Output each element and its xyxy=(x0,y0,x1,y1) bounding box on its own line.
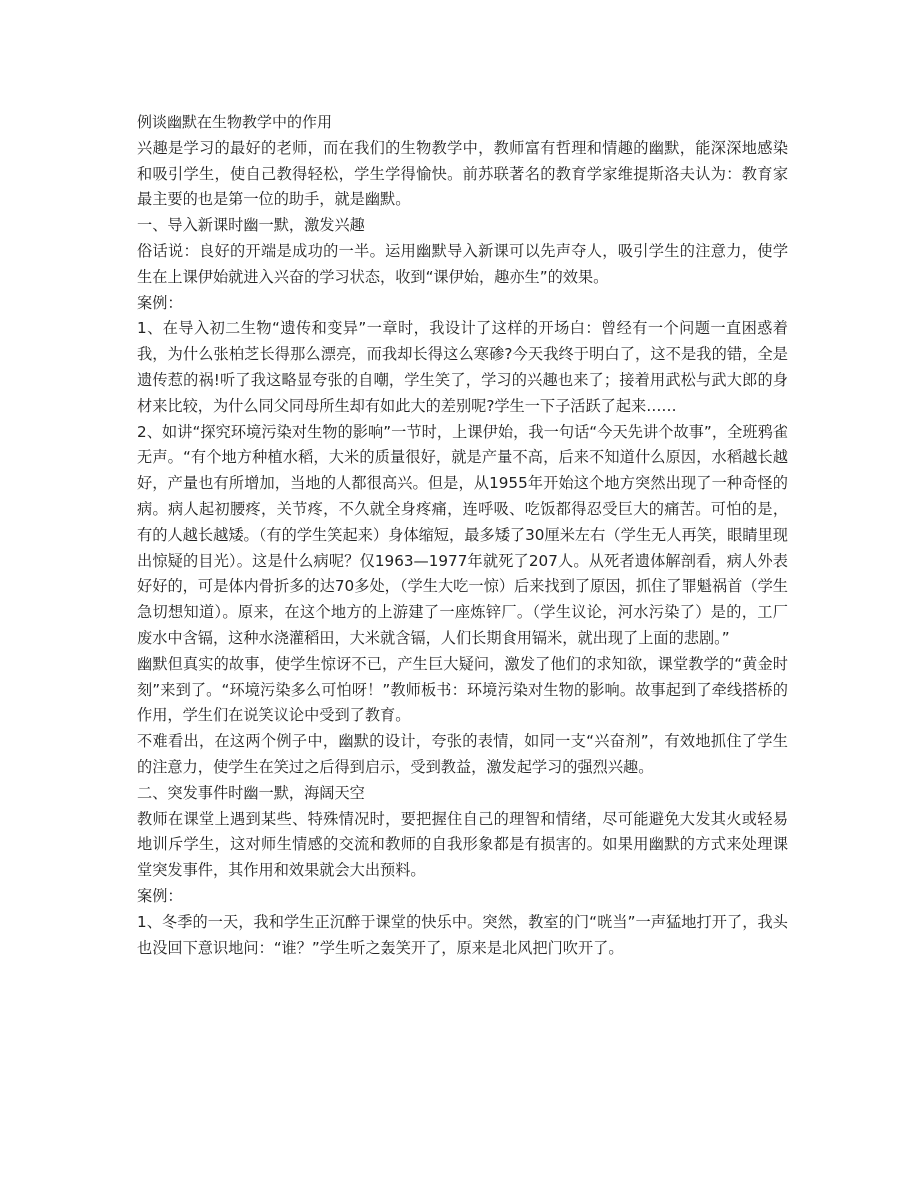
paragraph-summary: 不难看出，在这两个例子中，幽默的设计，夸张的表情，如同一支“兴奋剂”，有效地抓住了学生的注意力，使学生在笑过之后得到启示，受到教益，激发起学习的强烈兴趣。 xyxy=(137,732,788,776)
case-2-pollution-story: 2、如讲“探究环境污染对生物的影响”一节时，上课伊始，我一句话“今天先讲个故事”，全班鸦雀无声。“有个地方种植水稻，大米的质量很好，就是产量不高，后来不知道什么原因，水稻越长越好，产量也有所增加，当地的人都很高兴。但是，从1955年开始这个地方突然出现了一种奇怪的病。病人起初腰疼，关节疼，不久就全身疼痛，连呼吸、吃饭都得忍受巨大的痛苦。可怕的是，有的人越长越矮。（有的学生笑起来）身体缩短，最多矮了30厘米左右（学生无人再笑，眼睛里现出惊疑的目光）。这是什么病呢？仅1963—1977年就死了207人。从死者遗体解剖看，病人外表好好的，可是体内骨折多的达70多处，（学生大吃一惊）后来找到了原因，抓住了罪魁祸首（学生急切想知道）。原来，在这个地方的上游建了一座炼锌厂。（学生议论，河水污染了）是的，工厂废水中含镉，这种水浇灌稻田，大米就含镉，人们长期食用镉米，就出现了上面的悲剧。” xyxy=(137,422,788,647)
case-label-2: 案例： xyxy=(137,886,183,905)
document-body xyxy=(137,110,788,961)
document-title: 例谈幽默在生物教学中的作用 xyxy=(137,113,333,131)
paragraph-story-effect: 幽默但真实的故事，使学生惊讶不已，产生巨大疑问，激发了他们的求知欲，课堂教学的“黄金时刻”来到了。“环境污染多么可怕呀！”教师板书：环境污染对生物的影响。故事起到了牵线搭桥的作用，学生们在说笑议论中受到了教育。 xyxy=(137,654,788,725)
case-1-genetics: 1、在导入初二生物“遗传和变异”一章时，我设计了这样的开场白：曾经有一个问题一直困惑着我，为什么张柏芝长得那么漂亮，而我却长得这么寒碜?今天我终于明白了，这不是我的错，全是遗传惹的祸!听了我这略显夸张的自嘲，学生笑了，学习的兴趣也来了；接着用武松与武大郎的身材来比较，为什么同父同母所生却有如此大的差别呢?学生一下子活跃了起来…… xyxy=(137,319,788,415)
paragraph-intro: 兴趣是学习的最好的老师，而在我们的生物教学中，教师富有哲理和情趣的幽默，能深深地感染和吸引学生，使自己教得轻松，学生学得愉快。前苏联著名的教育学家维提斯洛夫认为：教育家最主要的也是第一位的助手，就是幽默。 xyxy=(137,138,788,209)
section-heading-2: 二、突发事件时幽一默，海阔天空 xyxy=(137,783,365,802)
case-winter-door: 1、冬季的一天，我和学生正沉醉于课堂的快乐中。突然，教室的门“咣当”一声猛地打开了，我头也没回下意识地问：“谁？”学生听之轰笑开了，原来是北风把门吹开了。 xyxy=(137,912,788,957)
case-label-1: 案例： xyxy=(137,293,183,312)
paragraph-emergencies: 教师在课堂上遇到某些、特殊情况时，要把握住自己的理智和情绪，尽可能避免大发其火或轻易地训斥学生，这对师生情感的交流和教师的自我形象都是有损害的。如果用幽默的方式来处理课堂突发事件，其作用和效果就会大出预料。 xyxy=(137,809,788,880)
paragraph-proverb: 俗话说：良好的开端是成功的一半。运用幽默导入新课可以先声夺人，吸引学生的注意力，使学生在上课伊始就进入兴奋的学习状态，收到“课伊始，趣亦生”的效果。 xyxy=(137,241,788,286)
section-heading-1: 一、导入新课时幽一默，激发兴趣 xyxy=(137,216,365,235)
